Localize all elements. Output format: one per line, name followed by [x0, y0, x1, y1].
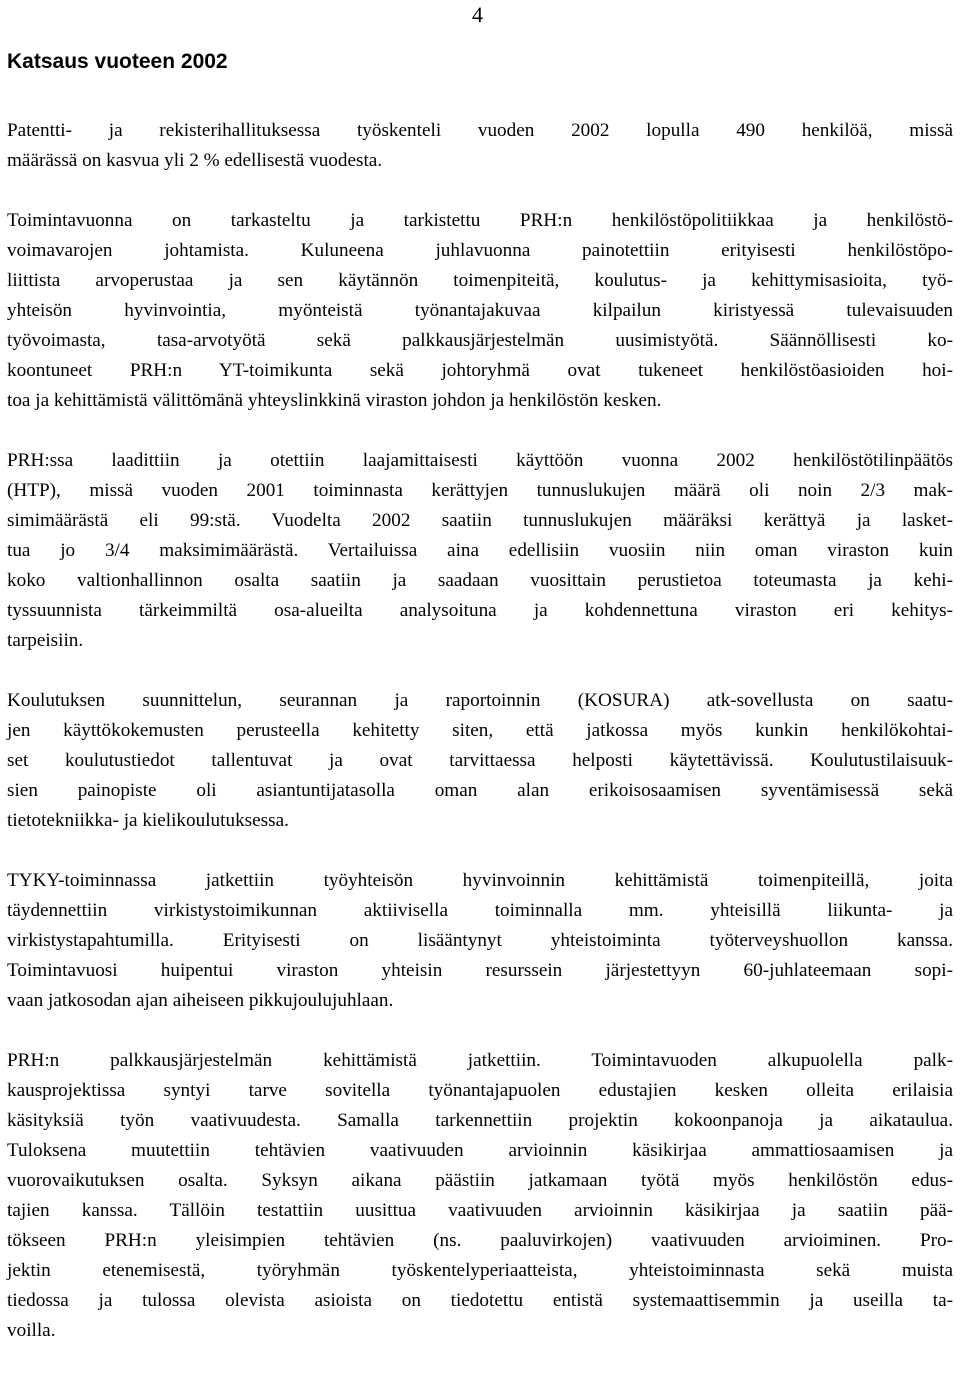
text-line: työvoimasta, tasa-arvotyötä sekä palkkausjärjestelmän uusimistyötä. Säännöllisesti ko- [7, 330, 953, 351]
paragraph-wellbeing [7, 866, 953, 1016]
text-line: täydennettiin virkistystoimikunnan aktiivisella toiminnalla mm. yhteisillä liikunta- ja [7, 900, 953, 921]
text-line: voilla. [7, 1320, 56, 1341]
text-line: Toimintavuonna on tarkasteltu ja tarkistettu PRH:n henkilöstöpolitiikkaa ja henkilöstö- [7, 210, 953, 231]
text-line: tarpeisiin. [7, 630, 84, 651]
text-line: Toimintavuosi huipentui viraston yhteisin resurssein järjestettyyn 60-juhlateemaan sopi- [7, 960, 953, 981]
text-line: toa ja kehittämistä välittömänä yhteyslinkkinä viraston johdon ja henkilöstön kesken. [7, 390, 662, 411]
text-line: yhteisön hyvinvointia, myönteistä työnantajakuvaa kilpailun kiristyessä tulevaisuuden [7, 300, 953, 321]
text-line: PRH:n palkkausjärjestelmän kehittämistä jatkettiin. Toimintavuoden alkupuolella palk- [7, 1050, 953, 1071]
text-line: tietotekniikka- ja kielikoulutuksessa. [7, 810, 289, 831]
text-line: kausprojektissa syntyi tarve sovitella työnantajapuolen edustajien kesken olleita erilaisia [7, 1080, 953, 1101]
section-heading: Katsaus vuoteen 2002 [7, 50, 228, 73]
text-line: tökseen PRH:n yleisimpien tehtävien (ns. paaluvirkojen) vaativuuden arvioiminen. Pro- [7, 1230, 953, 1251]
paragraph-staff-count [7, 116, 953, 176]
text-line: Tuloksena muutettiin tehtävien vaativuuden arvioinnin käsikirjaa ammattiosaamisen ja [7, 1140, 953, 1161]
text-line: jektin etenemisestä, työryhmän työskentelyperiaatteista, yhteistoiminnasta sekä muista [7, 1260, 953, 1281]
text-line: sien painopiste oli asiantuntijatasolla oman alan erikoisosaamisen syventämisessä sekä [7, 780, 953, 801]
text-line: TYKY-toiminnassa jatkettiin työyhteisön hyvinvoinnin kehittämistä toimenpiteillä, joita [7, 870, 953, 891]
text-line: vuorovaikutuksen osalta. Syksyn aikana päästiin jatkamaan työtä myös henkilöstön edus- [7, 1170, 953, 1191]
paragraph-personnel-policy [7, 206, 953, 416]
text-line: tajien kanssa. Tällöin testattiin uusittua vaativuuden arvioinnin käsikirjaa ja saatiin pää- [7, 1200, 953, 1221]
text-line: tiedossa ja tulossa olevista asioista on tiedotettu entistä systemaattisemmin ja useilla ta- [7, 1290, 953, 1311]
text-line: virkistystapahtumilla. Erityisesti on lisääntynyt yhteistoiminta työterveyshuollon kanssa. [7, 930, 953, 951]
paragraph-personnel-statement [7, 446, 953, 656]
body-text [7, 116, 953, 1376]
text-line: set koulutustiedot tallentuvat ja ovat tarvittaessa helposti käytettävissä. Koulutustilaisuuk- [7, 750, 953, 771]
text-line: koontuneet PRH:n YT-toimikunta sekä johtoryhmä ovat tukeneet henkilöstöasioiden hoi- [7, 360, 953, 381]
text-line: voimavarojen johtamista. Kuluneena juhlavuonna painotettiin erityisesti henkilöstöpo- [7, 240, 953, 261]
text-line: jen käyttökokemusten perusteella kehitetty siten, että jatkossa myös kunkin henkilökohtai- [7, 720, 953, 741]
page-number: 4 [472, 2, 483, 27]
text-line: tyssuunnista tärkeimmiltä osa-alueilta analysoituna ja kohdennettuna viraston eri kehitys- [7, 600, 953, 621]
text-line: PRH:ssa laadittiin ja otettiin laajamittaisesti käyttöön vuonna 2002 henkilöstötilinpäätös [7, 450, 953, 471]
text-line: vaan jatkosodan ajan aiheiseen pikkujoulujuhlaan. [7, 990, 394, 1011]
paragraph-training [7, 686, 953, 836]
text-line: liittista arvoperustaa ja sen käytännön toimenpiteitä, koulutus- ja kehittymisasioita, työ- [7, 270, 953, 291]
text-line: Koulutuksen suunnittelun, seurannan ja raportoinnin (KOSURA) atk-sovellusta on saatu- [7, 690, 953, 711]
text-line: koko valtionhallinnon osalta saatiin ja saadaan vuosittain perustietoa toteumasta ja kehi- [7, 570, 953, 591]
text-line: Patentti- ja rekisterihallituksessa työskenteli vuoden 2002 lopulla 490 henkilöä, missä [7, 120, 953, 141]
text-line: simimäärästä eli 99:stä. Vuodelta 2002 saatiin tunnuslukujen määräksi kerättyä ja lasket- [7, 510, 953, 531]
paragraph-pay-system [7, 1046, 953, 1346]
text-line: (HTP), missä vuoden 2001 toiminnasta kerättyjen tunnuslukujen määrä oli noin 2/3 mak- [7, 480, 953, 501]
text-line: tua jo 3/4 maksimimäärästä. Vertailuissa aina edellisiin vuosiin niin oman viraston kuin [7, 540, 953, 561]
text-line: määrässä on kasvua yli 2 % edellisestä vuodesta. [7, 150, 383, 171]
text-line: käsityksiä työn vaativuudesta. Samalla tarkennettiin projektin kokoonpanoja ja aikataulua. [7, 1110, 953, 1131]
